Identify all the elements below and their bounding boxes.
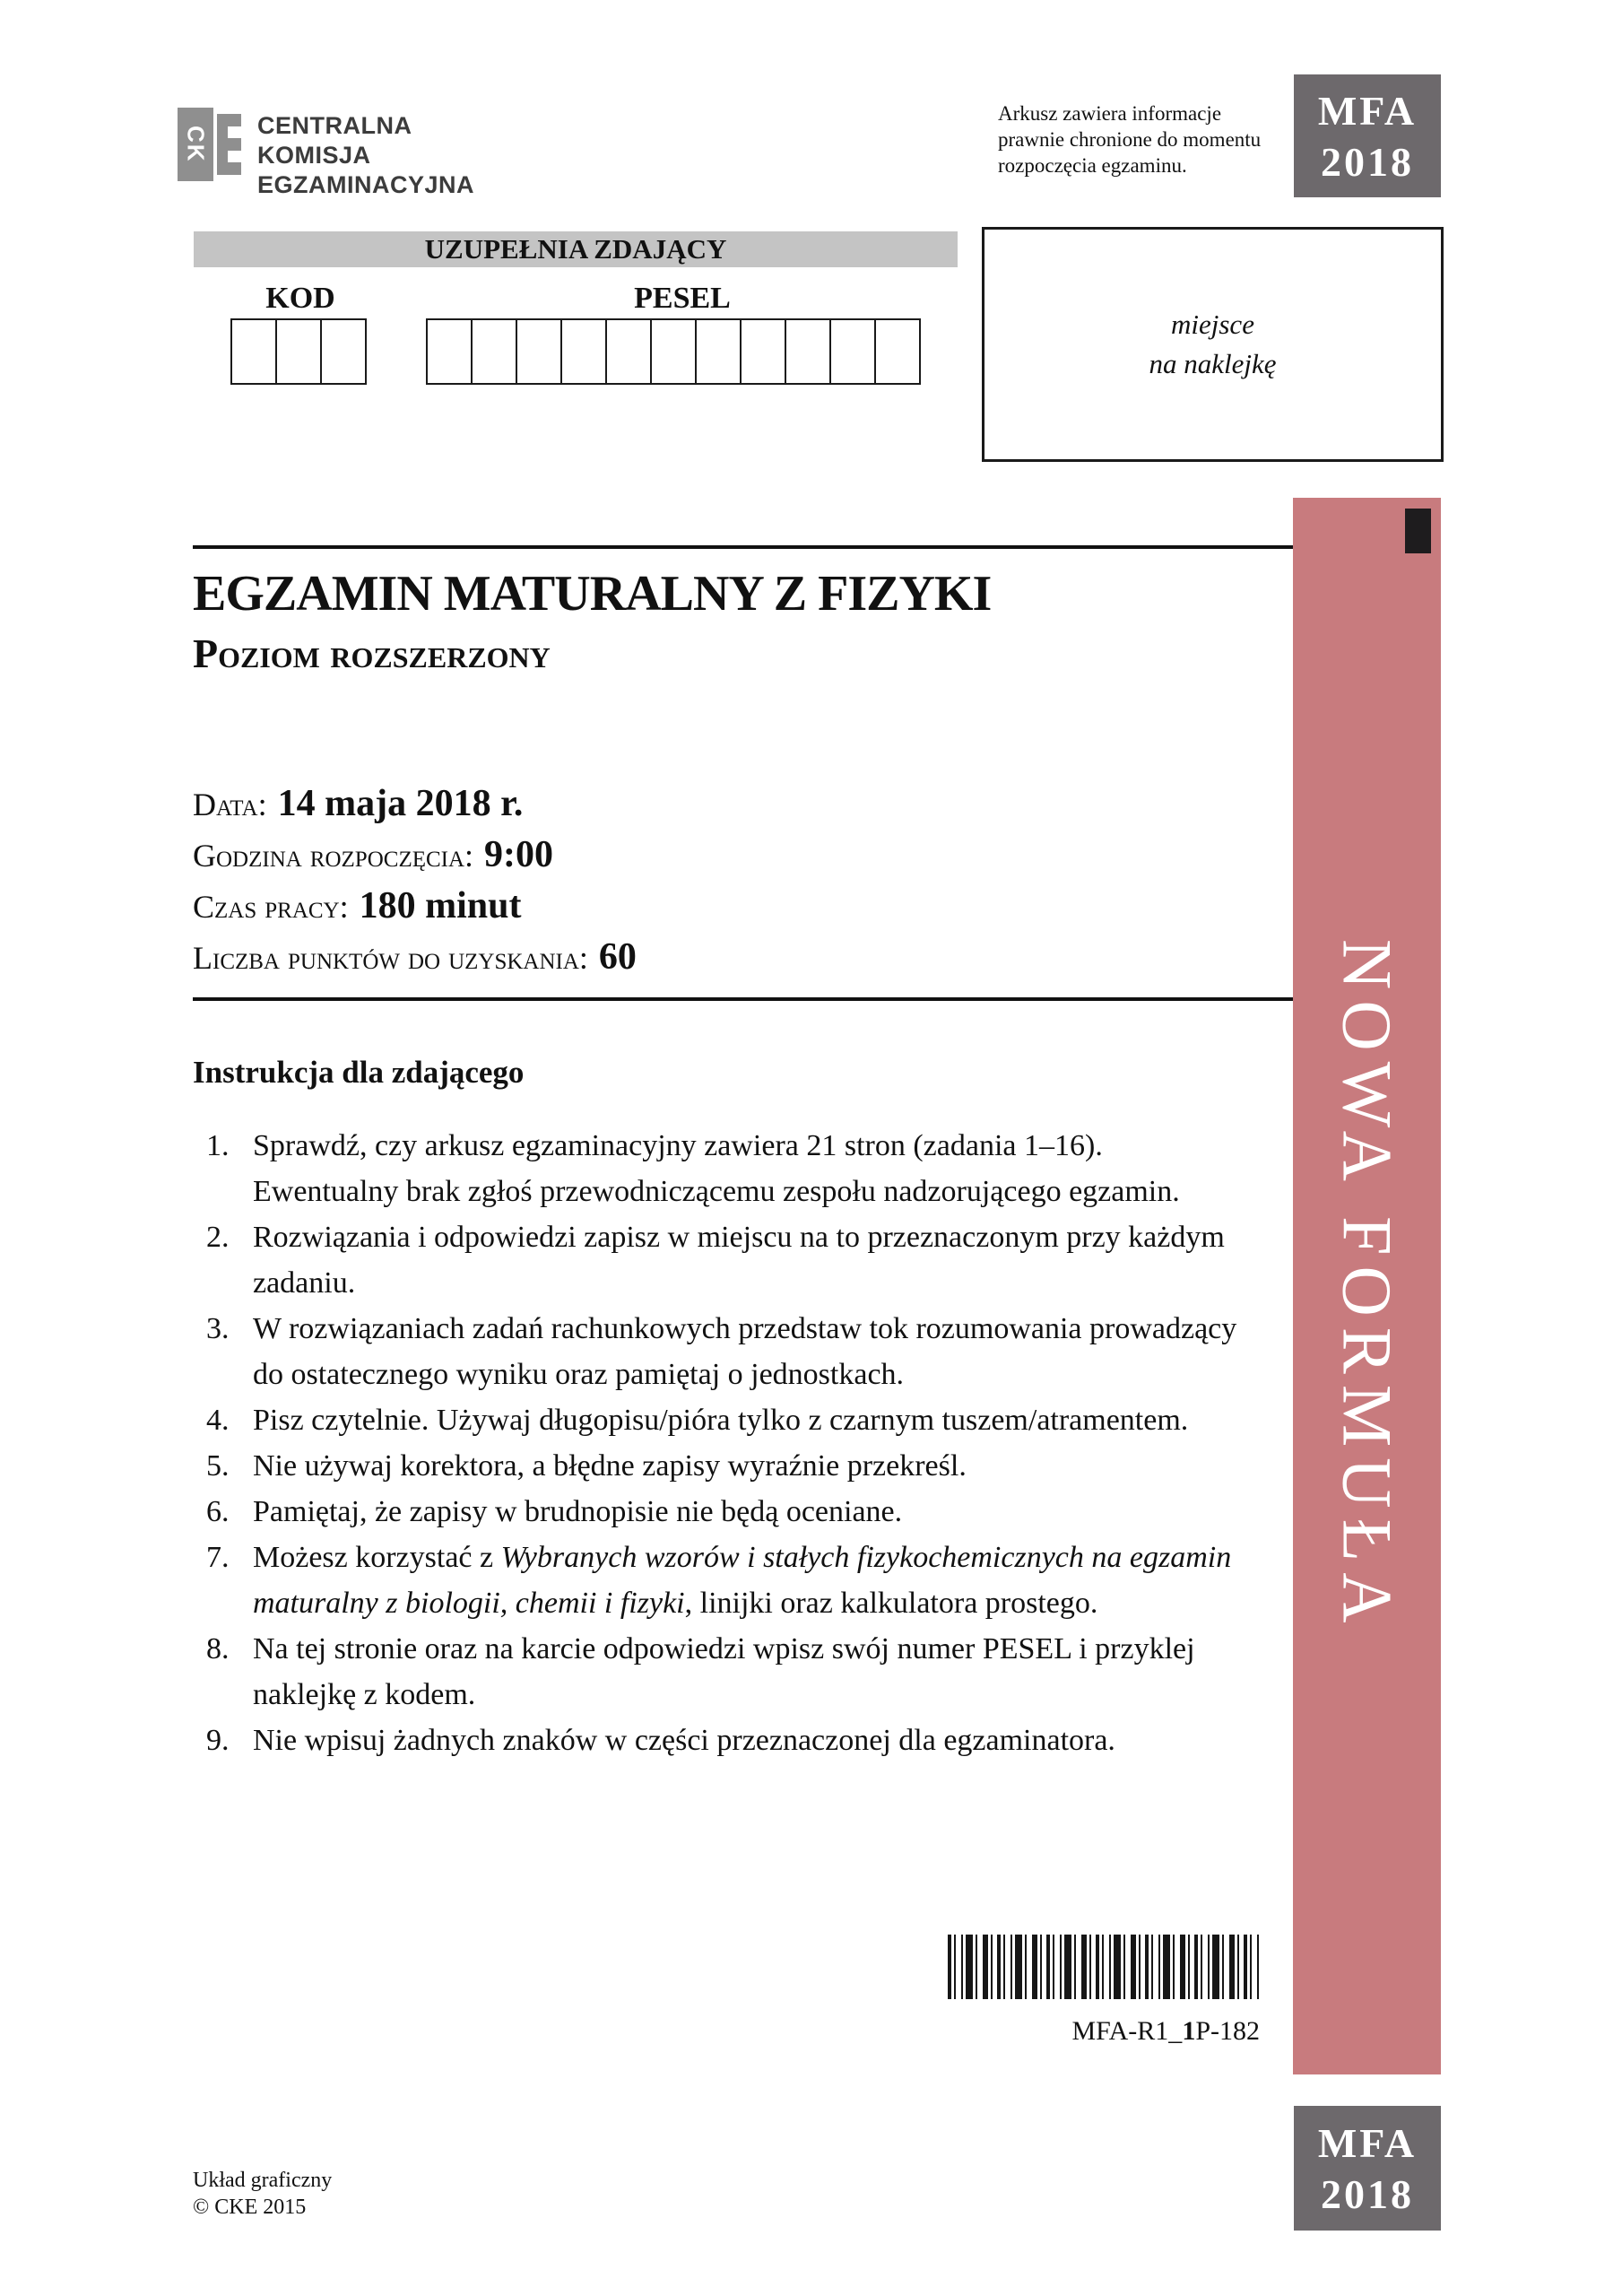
cke-name-line: CENTRALNA <box>257 112 412 139</box>
instruction-number: 1. <box>206 1129 230 1162</box>
pesel-label: PESEL <box>634 282 731 315</box>
instruction-item <box>193 1306 1255 1397</box>
exam-code-badge-line: MFA <box>1317 87 1418 134</box>
cke-logo-e-icon <box>217 114 228 175</box>
exam-info-value: 180 minut <box>359 885 522 926</box>
exam-info-label: Czas pracy: <box>193 889 349 925</box>
instructions-section <box>193 1055 1255 1763</box>
instruction-text: Nie wpisuj żadnych znaków w części przeznaczonej dla egzaminatora. <box>253 1724 1115 1757</box>
legal-notice <box>998 100 1294 178</box>
instruction-item <box>193 1718 1255 1763</box>
exam-info-row <box>193 833 637 884</box>
exam-sheet-code-prefix: MFA-R1_ <box>1071 2016 1183 2046</box>
barcode-image <box>948 1935 1262 1999</box>
instruction-item <box>193 1443 1255 1489</box>
exam-code-badge-top <box>1294 74 1441 197</box>
instructions-list <box>193 1123 1255 1763</box>
instruction-number: 5. <box>206 1449 230 1483</box>
cke-logo-ck-letters: CK <box>182 126 210 163</box>
exam-code-badge-line: MFA <box>1317 2119 1418 2166</box>
exam-code-badge-bottom <box>1294 2106 1441 2231</box>
code-cell[interactable] <box>874 318 921 385</box>
instruction-number: 3. <box>206 1312 230 1345</box>
instruction-item <box>193 1123 1255 1214</box>
instruction-text: Sprawdź, czy arkusz egzaminacyjny zawiera 21 stron (zadania 1–16). Ewentualny brak zgłoś przewodniczącemu zespołu nadzorującego egzamin. <box>253 1129 1180 1208</box>
exam-sheet-code-version: 1 <box>1182 2016 1196 2046</box>
cke-logo-e-icon <box>228 138 241 151</box>
exam-sheet-code <box>944 2016 1260 2047</box>
instruction-text: Na tej stronie oraz na karcie odpowiedzi wpisz swój numer PESEL i przyklej naklejkę z kodem. <box>253 1632 1195 1711</box>
exam-info-label: Godzina rozpoczęcia: <box>193 838 474 874</box>
instruction-number: 4. <box>206 1404 230 1437</box>
instruction-text: Pamiętaj, że zapisy w brudnopisie nie będą oceniane. <box>253 1495 903 1528</box>
code-cell[interactable] <box>275 318 322 385</box>
instruction-item <box>193 1626 1255 1718</box>
instruction-item <box>193 1489 1255 1535</box>
exam-sheet-code-suffix: P-182 <box>1195 2016 1260 2046</box>
exam-info-value: 9:00 <box>484 834 554 875</box>
instruction-number: 8. <box>206 1632 230 1665</box>
instruction-number: 6. <box>206 1495 230 1528</box>
sticker-placeholder-line: na naklejkę <box>1149 348 1277 379</box>
sticker-placeholder-box <box>982 227 1444 462</box>
exam-info-row <box>193 782 637 833</box>
code-cell[interactable] <box>829 318 876 385</box>
exam-info-row <box>193 935 637 987</box>
pesel-input-cells <box>426 318 921 385</box>
cke-name-line: KOMISJA <box>257 142 371 169</box>
instruction-text: Rozwiązania i odpowiedzi zapisz w miejscu na to przeznaczonym przy każdym zadaniu. <box>253 1221 1225 1300</box>
sticker-placeholder-line: miejsce <box>1171 309 1254 340</box>
exam-info-value: 14 maja 2018 r. <box>277 783 524 824</box>
new-formula-banner-text: NOWA FORMUŁA <box>1328 938 1407 1634</box>
instruction-text: Możesz korzystać z Wybranych wzorów i stałych fizykochemicznych na egzamin maturalny z biologii, chemii i fizyki, linijki oraz kalkulatora prostego. <box>253 1541 1232 1620</box>
code-cell[interactable] <box>320 318 367 385</box>
exam-info-label: Liczba punktów do uzyskania: <box>193 940 588 976</box>
layout-credit-line: © CKE 2015 <box>193 2196 307 2219</box>
legal-notice-line: prawnie chronione do momentu <box>998 128 1262 151</box>
new-formula-banner <box>1293 498 1441 2074</box>
code-cell[interactable] <box>695 318 742 385</box>
instruction-number: 2. <box>206 1221 230 1254</box>
code-cell[interactable] <box>605 318 652 385</box>
exam-info-value: 60 <box>598 936 637 978</box>
legal-notice-line: Arkusz zawiera informacje <box>998 102 1222 125</box>
exam-title: EGZAMIN MATURALNY Z FIZYKI <box>193 566 992 622</box>
instruction-text: W rozwiązaniach zadań rachunkowych przedstaw tok rozumowania prowadzący do ostatecznego wyniku oraz pamiętaj o jednostkach. <box>253 1312 1237 1391</box>
code-cell[interactable] <box>560 318 607 385</box>
cke-name-line: EGZAMINACYJNA <box>257 171 475 198</box>
instruction-text: Pisz czytelnie. Używaj długopisu/pióra tylko z czarnym tuszem/atramentem. <box>253 1404 1189 1437</box>
exam-info-label: Data: <box>193 787 267 822</box>
instruction-number: 7. <box>206 1541 230 1574</box>
print-registration-mark <box>1405 509 1431 553</box>
code-cell[interactable] <box>650 318 697 385</box>
instructions-heading: Instrukcja dla zdającego <box>193 1055 525 1090</box>
horizontal-rule-middle <box>193 997 1293 1001</box>
code-cell[interactable] <box>516 318 562 385</box>
horizontal-rule-top <box>193 545 1293 549</box>
code-cell[interactable] <box>426 318 473 385</box>
code-cell[interactable] <box>785 318 831 385</box>
exam-code-badge-line: 2018 <box>1321 2170 1414 2217</box>
kod-input-cells <box>230 318 367 385</box>
layout-credit-line: Układ graficzny <box>193 2169 333 2192</box>
code-cell[interactable] <box>471 318 517 385</box>
code-cell[interactable] <box>230 318 277 385</box>
kod-label: KOD <box>265 282 335 315</box>
cke-logo-e-icon <box>228 162 241 175</box>
exam-code-badge-line: 2018 <box>1321 138 1414 185</box>
exam-info-block <box>193 782 637 987</box>
cke-logo-square <box>178 108 213 181</box>
layout-credit <box>193 2167 332 2221</box>
legal-notice-line: rozpoczęcia egzaminu. <box>998 154 1187 177</box>
exam-subtitle: Poziom rozszerzony <box>193 631 551 676</box>
instruction-item <box>193 1214 1255 1306</box>
instruction-item <box>193 1397 1255 1443</box>
instruction-text: Nie używaj korektora, a błędne zapisy wyraźnie przekreśl. <box>253 1449 967 1483</box>
instruction-number: 9. <box>206 1724 230 1757</box>
cke-logo-e-icon <box>228 114 241 126</box>
fill-section-bar: UZUPEŁNIA ZDAJĄCY <box>194 231 958 267</box>
instruction-item <box>193 1535 1255 1626</box>
code-cell[interactable] <box>740 318 786 385</box>
exam-info-row <box>193 884 637 935</box>
cke-organization-name <box>257 111 474 200</box>
